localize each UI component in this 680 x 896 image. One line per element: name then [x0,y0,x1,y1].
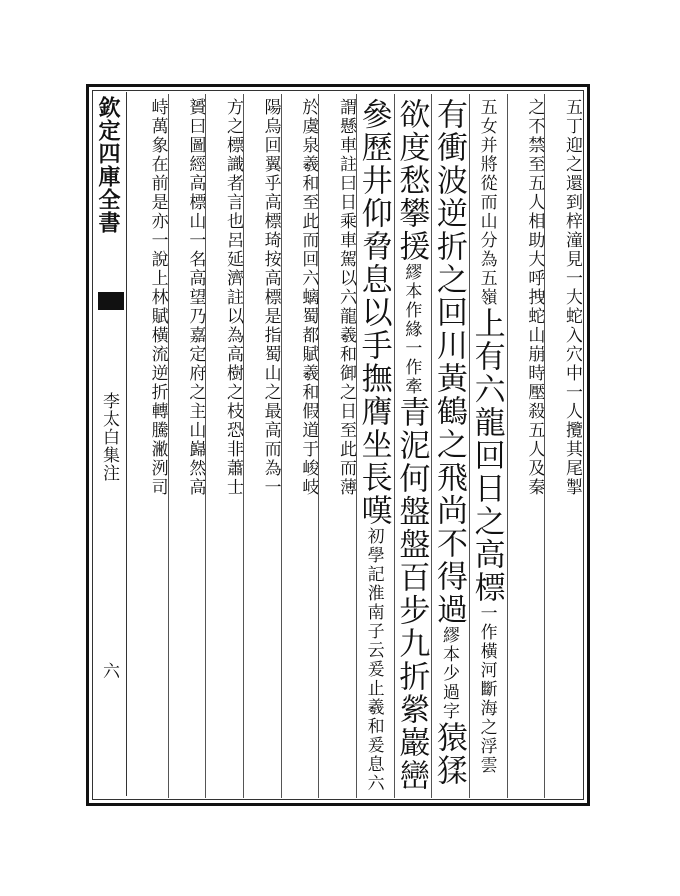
column-rule [469,94,470,798]
commentary-text: 之不禁至五人相助大呼拽蛇山崩時壓殺五人及秦 [524,98,545,497]
column-rule [318,94,319,798]
commentary-text: 繆本作緣一作牽 [401,263,422,396]
text-column [356,98,394,796]
text-column [281,98,319,796]
column-rule [356,94,357,798]
column-rule [431,94,432,798]
text-column [205,98,243,796]
commentary-text: 初學記淮南子云爰止羲和爰息六 [363,527,384,793]
text-column [507,98,545,796]
text-column [431,98,469,796]
main-text: 欲度愁攀援 [393,98,430,263]
commentary-text: 於虞泉羲和至此而回六螭蜀都賦羲和假道于峻岐 [298,98,319,497]
commentary-text: 繆本少過字 [438,626,459,721]
series-title: 欽定四庫全書 [95,96,121,234]
column-rule [544,94,545,798]
text-column [168,98,206,796]
column-rule [281,94,282,798]
text-column [469,98,507,796]
commentary-text: 陽烏回翼乎高標琦按高標是指蜀山之最高而為一 [260,98,281,497]
text-column [318,98,356,796]
commentary-text: 方之標識者言也呂延濟註以為高樹之枝恐非蕭士 [222,98,243,497]
main-text: 有衝波逆折之回川黃鶴之飛尚不得過 [431,98,467,626]
text-column [243,98,281,796]
text-column [394,98,432,796]
column-rule [394,94,395,798]
text-column [544,98,582,796]
commentary-text: 贇曰圖經高標山一名高望乃嘉定府之主山巋然高 [185,98,206,497]
main-text: 參歷井仰脅息以手撫膺坐長嘆 [356,98,392,527]
main-text: 猿猱 [431,721,467,787]
text-column [130,98,168,796]
page-number: 六 [99,662,119,679]
column-rule [168,94,169,798]
book-title: 李太白集注 [99,392,119,482]
main-text: 青泥何盤盤百步九折縈巖巒 [393,396,430,792]
commentary-text: 一作橫河斷海之浮雲 [476,604,497,775]
column-rule [507,94,508,798]
commentary-text: 謂懸車註曰日乘車駕以六龍羲和御之日至此而薄 [335,98,356,497]
commentary-text: 五丁迎之還到梓潼見一大蛇入穴中一人攬其尾掣 [561,98,582,497]
column-rule [205,94,206,798]
column-rule [243,94,244,798]
fishtail-mark [98,292,124,310]
main-text: 上有六龍回日之高標 [469,307,505,604]
commentary-text: 五女并將從而山分為五嶺 [476,98,497,307]
commentary-text: 峙萬象在前是亦一說上林賦橫流逆折轉騰潎洌司 [147,98,168,497]
